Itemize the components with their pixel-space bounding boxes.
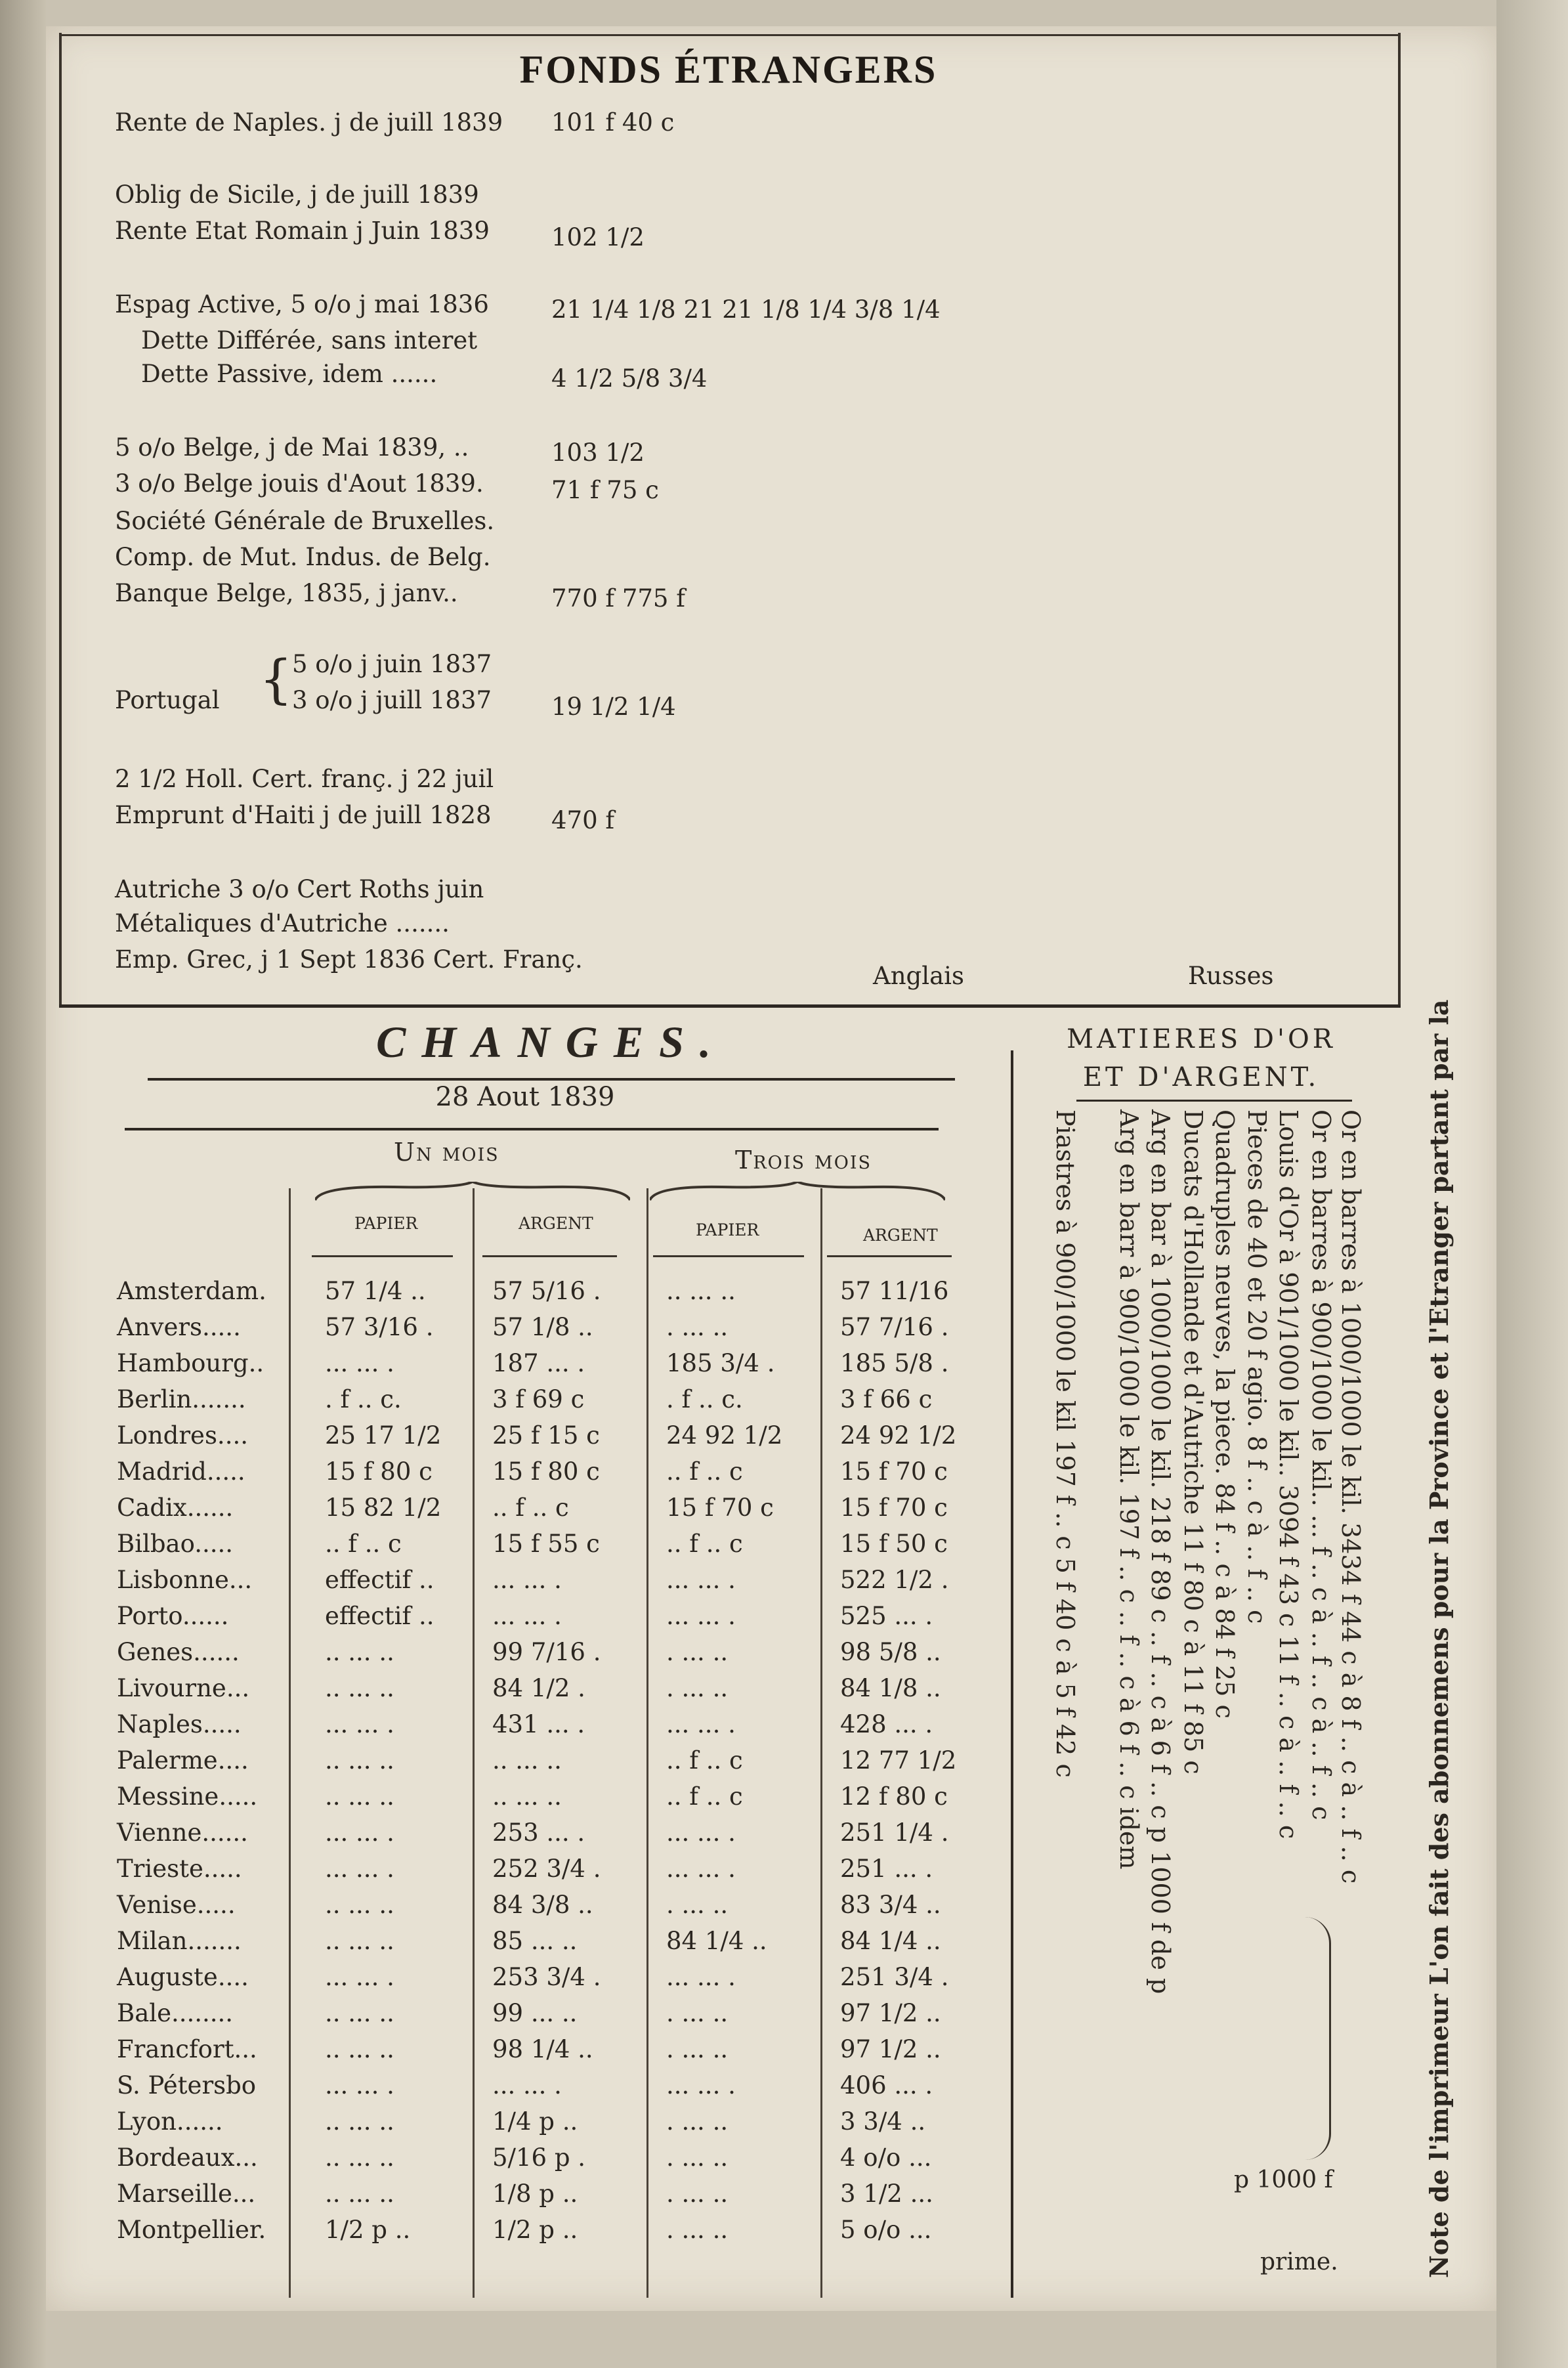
changes-cell-c1: .. ... .. [325, 2107, 394, 2136]
changes-cell-c2: 15 f 55 c [492, 1530, 600, 1558]
changes-city: Vienne...... [117, 1819, 248, 1847]
matieres-title: MATIERES D'OR [1067, 1024, 1336, 1054]
changes-cell-c1: ... ... . [325, 1819, 394, 1847]
changes-cell-c4: 98 5/8 .. [840, 1638, 941, 1666]
changes-cell-c1: 15 82 1/2 [325, 1494, 442, 1522]
fonds-row-value: 4 1/2 5/8 3/4 [551, 364, 708, 393]
changes-cell-c4: 12 f 80 c [840, 1782, 948, 1811]
next-page-edge [1496, 0, 1568, 2368]
portugal-sub-label: 5 o/o j juin 1837 [292, 650, 492, 678]
changes-city: Francfort... [117, 2035, 257, 2063]
fonds-row-label: Autriche 3 o/o Cert Roths juin [115, 875, 484, 903]
changes-cell-c3: . f .. c. [666, 1385, 743, 1413]
fonds-row-label: Société Générale de Bruxelles. [115, 507, 495, 535]
changes-cell-c3: ... ... . [666, 1710, 736, 1738]
portugal-sub-label: 3 o/o j juill 1837 [292, 686, 492, 714]
changes-cell-c1: ... ... . [325, 1710, 394, 1738]
fonds-row-label: Banque Belge, 1835, j janv.. [115, 579, 458, 607]
changes-cell-c4: 57 7/16 . [840, 1313, 949, 1341]
changes-cell-c4: 185 5/8 . [840, 1349, 949, 1377]
changes-cell-c4: 15 f 70 c [840, 1457, 948, 1486]
changes-cell-c1: .. ... .. [325, 1927, 394, 1955]
changes-cell-c4: 428 ... . [840, 1710, 933, 1738]
changes-cell-c4: 15 f 50 c [840, 1530, 948, 1558]
changes-cell-c1: ... ... . [325, 1349, 394, 1377]
changes-cell-c3: .. ... .. [666, 1277, 736, 1305]
changes-title: CHANGES. [376, 1017, 727, 1067]
changes-cell-c4: 522 1/2 . [840, 1566, 949, 1594]
matieres-p1000: p 1000 f [1234, 2166, 1333, 2193]
changes-city: Anvers..... [117, 1313, 241, 1341]
changes-rule [148, 1078, 955, 1081]
changes-matieres-rule [1011, 1050, 1013, 2298]
changes-cell-c3: . ... .. [666, 1674, 729, 1702]
changes-cell-c3: . ... .. [666, 1313, 729, 1341]
column-rule [473, 1188, 475, 2298]
matieres-brace [1303, 1917, 1331, 2160]
matieres-title: ET D'ARGENT. [1082, 1062, 1320, 1092]
portugal-value: 19 1/2 1/4 [551, 693, 676, 721]
header-trois-mois: Trois mois [735, 1146, 872, 1174]
changes-cell-c2: 99 7/16 . [492, 1638, 601, 1666]
fonds-row-label: Espag Active, 5 o/o j mai 1836 [115, 290, 489, 318]
changes-cell-c1: ... ... . [325, 2071, 394, 2099]
header-papier: papier [696, 1215, 759, 1241]
changes-cell-c4: 84 1/4 .. [840, 1927, 941, 1955]
changes-cell-c1: .. ... .. [325, 1782, 394, 1811]
changes-cell-c4: 3 f 66 c [840, 1385, 933, 1413]
changes-city: Bilbao..... [117, 1530, 234, 1558]
changes-cell-c2: .. ... .. [492, 1782, 562, 1811]
matieres-line: Piastres à 900/1000 le kil 197 f .. c 5 f 40 c à 5 f 42 c [1051, 1109, 1080, 1778]
changes-cell-c4: 57 11/16 [840, 1277, 949, 1305]
changes-city: Lisbonne... [117, 1566, 253, 1594]
changes-cell-c3: 24 92 1/2 [666, 1421, 783, 1450]
changes-cell-c2: 1/8 p .. [492, 2180, 578, 2208]
changes-cell-c2: 5/16 p . [492, 2143, 586, 2172]
column-rule [289, 1188, 291, 2298]
changes-cell-c2: .. ... .. [492, 1746, 562, 1775]
changes-cell-c1: .. ... .. [325, 1674, 394, 1702]
changes-city: Hambourg.. [117, 1349, 265, 1377]
top-rule [59, 34, 1401, 36]
changes-city: Cadix...... [117, 1494, 234, 1522]
changes-city: S. Pétersbo [117, 2071, 257, 2099]
fonds-russes-label: Russes [1188, 962, 1274, 990]
changes-city: Amsterdam. [117, 1277, 266, 1305]
changes-cell-c3: . ... .. [666, 1891, 729, 1919]
subheader-rule [312, 1255, 453, 1257]
subheader-rule [653, 1255, 804, 1257]
changes-cell-c3: . ... .. [666, 1638, 729, 1666]
fonds-row-label: Dette Différée, sans interet [141, 326, 478, 355]
changes-cell-c3: 84 1/4 .. [666, 1927, 767, 1955]
changes-cell-c2: 431 ... . [492, 1710, 585, 1738]
changes-cell-c4: 406 ... . [840, 2071, 933, 2099]
changes-cell-c4: 97 1/2 .. [840, 2035, 941, 2063]
fonds-row-label: Comp. de Mut. Indus. de Belg. [115, 543, 491, 571]
left-column-rule [59, 33, 62, 1004]
changes-date: 28 Aout 1839 [435, 1082, 615, 1112]
changes-cell-c1: .. ... .. [325, 1638, 394, 1666]
changes-cell-c1: .. ... .. [325, 2035, 394, 2063]
changes-city: Londres.... [117, 1421, 248, 1450]
changes-cell-c2: 85 ... .. [492, 1927, 578, 1955]
changes-cell-c1: 57 3/16 . [325, 1313, 434, 1341]
changes-cell-c4: 24 92 1/2 [840, 1421, 957, 1450]
fonds-row-label: Portugal [115, 686, 220, 714]
changes-cell-c1: 25 17 1/2 [325, 1421, 442, 1450]
fonds-anglais-label: Anglais [873, 962, 964, 990]
imprimeur-note: Note de l'imprimeur L'on fait des abonnemens pour la Province et l'Etranger partant par la [1424, 999, 1454, 2278]
changes-cell-c4: 251 ... . [840, 1855, 933, 1883]
changes-cell-c2: 1/2 p .. [492, 2216, 578, 2244]
changes-cell-c1: .. ... .. [325, 1999, 394, 2027]
matieres-line: Louis d'Or à 901/1000 le kil.. 3094 f 43 c 11 f .. c à .. f .. c [1274, 1109, 1303, 1840]
changes-city: Livourne... [117, 1674, 250, 1702]
changes-cell-c2: ... ... . [492, 2071, 562, 2099]
fonds-row-value: 770 f 775 f [551, 584, 685, 613]
changes-cell-c2: 57 1/8 .. [492, 1313, 593, 1341]
changes-cell-c3: . ... .. [666, 2216, 729, 2244]
changes-cell-c2: 84 1/2 . [492, 1674, 585, 1702]
changes-cell-c2: 15 f 80 c [492, 1457, 600, 1486]
changes-city: Trieste..... [117, 1855, 242, 1883]
changes-cell-c3: ... ... . [666, 1566, 736, 1594]
changes-cell-c2: 25 f 15 c [492, 1421, 600, 1450]
fonds-row-value: 21 1/4 1/8 21 21 1/8 1/4 3/8 1/4 [551, 295, 941, 324]
changes-cell-c2: 187 ... . [492, 1349, 585, 1377]
header-argent: argent [863, 1220, 938, 1247]
fonds-row-label: 2 1/2 Holl. Cert. franç. j 22 juil [115, 765, 494, 793]
changes-cell-c2: 253 3/4 . [492, 1963, 601, 1991]
fonds-row-label: Emp. Grec, j 1 Sept 1836 Cert. Franç. [115, 945, 583, 974]
changes-cell-c3: . ... .. [666, 2107, 729, 2136]
fonds-row-label: Rente Etat Romain j Juin 1839 [115, 217, 490, 245]
fonds-row-label: 3 o/o Belge jouis d'Aout 1839. [115, 469, 484, 498]
changes-cell-c3: . ... .. [666, 2035, 729, 2063]
changes-cell-c4: 251 3/4 . [840, 1963, 949, 1991]
changes-cell-c4: 525 ... . [840, 1602, 933, 1630]
column-rule [646, 1188, 648, 2298]
changes-city: Naples..... [117, 1710, 242, 1738]
changes-cell-c1: ... ... . [325, 1963, 394, 1991]
changes-cell-c2: 84 3/8 .. [492, 1891, 593, 1919]
changes-cell-c4: 84 1/8 .. [840, 1674, 941, 1702]
changes-cell-c3: 185 3/4 . [666, 1349, 775, 1377]
changes-cell-c4: 251 1/4 . [840, 1819, 949, 1847]
matieres-line: Quadruples neuves, la piece. 84 f .. c à 84 f 25 c [1210, 1109, 1239, 1719]
section-divider [59, 1004, 1401, 1008]
changes-cell-c4: 15 f 70 c [840, 1494, 948, 1522]
changes-rule [125, 1128, 939, 1130]
changes-cell-c3: .. f .. c [666, 1782, 743, 1811]
changes-city: Auguste.... [117, 1963, 249, 1991]
fonds-row-value: 71 f 75 c [551, 476, 659, 504]
fonds-row-label: Dette Passive, idem ...... [141, 360, 438, 388]
changes-cell-c2: 1/4 p .. [492, 2107, 578, 2136]
changes-city: Genes...... [117, 1638, 240, 1666]
header-argent: argent [519, 1208, 593, 1235]
changes-cell-c4: 83 3/4 .. [840, 1891, 941, 1919]
changes-cell-c3: ... ... . [666, 1963, 736, 1991]
changes-cell-c4: 4 o/o ... [840, 2143, 932, 2172]
changes-city: Berlin....... [117, 1385, 246, 1413]
changes-cell-c4: 12 77 1/2 [840, 1746, 957, 1775]
fonds-row-value: 101 f 40 c [551, 108, 675, 137]
changes-cell-c3: ... ... . [666, 2071, 736, 2099]
matieres-rule [1076, 1100, 1352, 1102]
matieres-prime: prime. [1260, 2249, 1338, 2275]
changes-city: Bale........ [117, 1999, 234, 2027]
changes-cell-c3: .. f .. c [666, 1530, 743, 1558]
fonds-row-label: Métaliques d'Autriche ....... [115, 909, 450, 937]
changes-cell-c3: ... ... . [666, 1855, 736, 1883]
changes-cell-c3: .. f .. c [666, 1746, 743, 1775]
changes-city: Messine..... [117, 1782, 258, 1811]
matieres-line: Or en barres à 1000/1000 le kil. 3434 f 44 c à 8 f .. c à .. f .. c [1336, 1109, 1365, 1884]
matieres-line: Or en barres à 900/1000 le kil.. ... f .. c à .. f .. c à .. f .. c [1307, 1109, 1336, 1820]
changes-cell-c4: 5 o/o ... [840, 2216, 932, 2244]
right-column-rule [1398, 33, 1401, 1004]
subheader-rule [827, 1255, 952, 1257]
changes-cell-c3: ... ... . [666, 1819, 736, 1847]
changes-city: Madrid..... [117, 1457, 245, 1486]
fonds-etrangers-title: FONDS ÉTRANGERS [519, 48, 938, 91]
changes-cell-c4: 3 1/2 ... [840, 2180, 933, 2208]
changes-cell-c1: . f .. c. [325, 1385, 402, 1413]
subheader-rule [482, 1255, 617, 1257]
changes-cell-c2: 98 1/4 .. [492, 2035, 593, 2063]
changes-cell-c4: 97 1/2 .. [840, 1999, 941, 2027]
matieres-line: Arg en bar à 1000/1000 le kil. 218 f 89 c .. f .. c à 6 f .. c p 1000 f de p [1146, 1109, 1175, 1994]
changes-cell-c3: .. f .. c [666, 1457, 743, 1486]
page-gutter [0, 0, 46, 2368]
changes-cell-c2: .. f .. c [492, 1494, 569, 1522]
changes-cell-c1: effectif .. [325, 1602, 434, 1630]
changes-cell-c1: .. f .. c [325, 1530, 402, 1558]
changes-cell-c3: ... ... . [666, 1602, 736, 1630]
changes-city: Marseille... [117, 2180, 256, 2208]
changes-cell-c2: 99 ... .. [492, 1999, 578, 2027]
changes-cell-c3: . ... .. [666, 2143, 729, 2172]
changes-cell-c4: 3 3/4 .. [840, 2107, 926, 2136]
fonds-row-value: 103 1/2 [551, 439, 645, 467]
header-un-mois: Un mois [394, 1138, 499, 1167]
changes-cell-c1: .. ... .. [325, 1746, 394, 1775]
matieres-line: Arg en barr à 900/1000 le kil. 197 f .. c .. f .. c à 6 f .. c idem [1114, 1109, 1143, 1870]
changes-city: Porto...... [117, 1602, 229, 1630]
fonds-row-value: 102 1/2 [551, 223, 645, 251]
changes-cell-c2: ... ... . [492, 1602, 562, 1630]
changes-city: Bordeaux... [117, 2143, 258, 2172]
changes-cell-c1: effectif .. [325, 1566, 434, 1594]
changes-city: Montpellier. [117, 2216, 266, 2244]
changes-cell-c1: 57 1/4 .. [325, 1277, 426, 1305]
changes-cell-c3: . ... .. [666, 2180, 729, 2208]
changes-cell-c1: .. ... .. [325, 2143, 394, 2172]
changes-cell-c2: ... ... . [492, 1566, 562, 1594]
matieres-line: Pieces de 40 et 20 f agio. 8 f .. c à .. f .. c [1242, 1109, 1271, 1624]
changes-city: Lyon...... [117, 2107, 223, 2136]
fonds-row-value: 470 f [551, 806, 615, 834]
portugal-brace: { [259, 649, 293, 710]
header-papier: papier [354, 1208, 418, 1235]
column-rule [820, 1188, 822, 2298]
fonds-row-label: Oblig de Sicile, j de juill 1839 [115, 181, 479, 209]
matieres-line: Ducats d'Hollande et d'Autriche 11 f 80 c à 11 f 85 c [1179, 1109, 1208, 1775]
changes-cell-c1: 15 f 80 c [325, 1457, 433, 1486]
changes-city: Milan....... [117, 1927, 242, 1955]
changes-cell-c2: 252 3/4 . [492, 1855, 601, 1883]
trois-mois-brace [650, 1182, 945, 1201]
fonds-row-label: 5 o/o Belge, j de Mai 1839, .. [115, 433, 469, 462]
changes-cell-c3: 15 f 70 c [666, 1494, 774, 1522]
fonds-row-label: Emprunt d'Haiti j de juill 1828 [115, 801, 492, 829]
changes-city: Venise..... [117, 1891, 236, 1919]
changes-cell-c1: .. ... .. [325, 1891, 394, 1919]
changes-cell-c3: . ... .. [666, 1999, 729, 2027]
changes-cell-c1: 1/2 p .. [325, 2216, 411, 2244]
fonds-row-label: Rente de Naples. j de juill 1839 [115, 108, 503, 137]
changes-cell-c2: 3 f 69 c [492, 1385, 585, 1413]
changes-cell-c1: .. ... .. [325, 2180, 394, 2208]
changes-cell-c2: 253 ... . [492, 1819, 585, 1847]
changes-cell-c1: ... ... . [325, 1855, 394, 1883]
changes-city: Palerme.... [117, 1746, 249, 1775]
changes-cell-c2: 57 5/16 . [492, 1277, 601, 1305]
